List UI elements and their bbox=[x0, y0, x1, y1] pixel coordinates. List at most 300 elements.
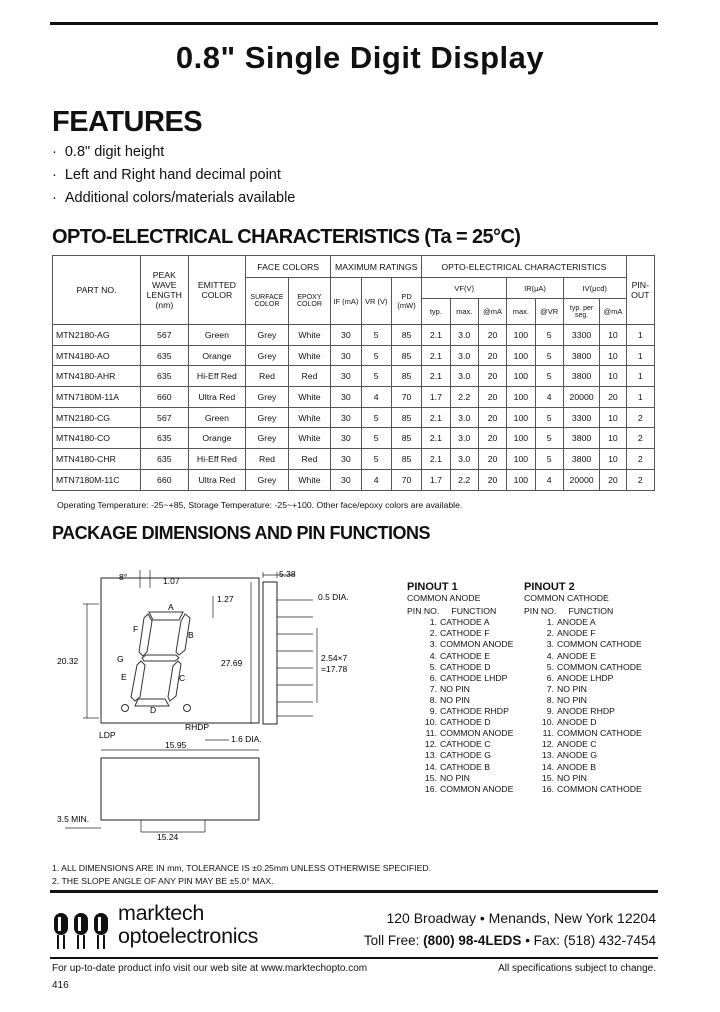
pin-number: 9. bbox=[546, 706, 554, 717]
company-name bbox=[118, 902, 258, 948]
pinout-2 bbox=[524, 582, 642, 795]
pin-no-header: PIN NO. bbox=[524, 606, 557, 617]
pin-function: ANODE D bbox=[557, 717, 597, 728]
pin-function: ANODE F bbox=[557, 628, 596, 639]
table-cell: 30 bbox=[331, 325, 361, 346]
table-cell: 660 bbox=[141, 387, 189, 408]
table-cell: Green bbox=[188, 407, 246, 428]
table-cell: MTN2180-AG bbox=[53, 325, 141, 346]
pin-function: COMMON ANODE bbox=[440, 639, 514, 650]
pin-row bbox=[524, 684, 642, 695]
table-cell: White bbox=[288, 469, 330, 490]
table-cell: Orange bbox=[188, 345, 246, 366]
pin-function: CATHODE A bbox=[440, 617, 490, 628]
table-cell: 85 bbox=[391, 449, 421, 470]
table-cell: 2 bbox=[626, 428, 654, 449]
col-iv-ma: @mA bbox=[600, 299, 626, 325]
seg-label-c: C bbox=[179, 673, 186, 683]
table-cell: Red bbox=[246, 366, 288, 387]
seg-label-a: A bbox=[168, 602, 174, 612]
dim-05-dia: 0.5 DIA. bbox=[318, 592, 349, 602]
pin-function: CATHODE G bbox=[440, 750, 491, 761]
pin-row bbox=[407, 739, 513, 750]
table-cell: 85 bbox=[391, 366, 421, 387]
pin-row bbox=[407, 706, 513, 717]
pin-number: 9. bbox=[429, 706, 437, 717]
table-cell: 5 bbox=[535, 407, 563, 428]
package-heading: PACKAGE DIMENSIONS AND PIN FUNCTIONS bbox=[52, 523, 431, 543]
function-header: FUNCTION bbox=[451, 606, 497, 617]
table-row bbox=[53, 345, 655, 366]
footer-rule bbox=[50, 890, 658, 893]
dim-2032: 20.32 bbox=[57, 656, 79, 666]
table-cell: 2.2 bbox=[450, 469, 478, 490]
table-cell: 30 bbox=[331, 387, 361, 408]
seg-label-f: F bbox=[133, 624, 139, 634]
pin-row bbox=[524, 639, 642, 650]
table-cell: 20 bbox=[478, 325, 506, 346]
pin-row bbox=[407, 673, 513, 684]
table-cell: 1 bbox=[626, 366, 654, 387]
features-list bbox=[52, 141, 295, 210]
table-cell: 3300 bbox=[563, 407, 599, 428]
table-cell: 5 bbox=[361, 428, 391, 449]
table-cell: 10 bbox=[600, 407, 626, 428]
opto-heading: OPTO-ELECTRICAL CHARACTERISTICS (Ta = 25°C) bbox=[52, 226, 521, 248]
table-cell: Hi-Eff Red bbox=[188, 449, 246, 470]
table-cell: 20 bbox=[478, 449, 506, 470]
pin-row bbox=[524, 695, 642, 706]
table-cell: 100 bbox=[507, 449, 535, 470]
table-row bbox=[53, 449, 655, 470]
table-cell: Red bbox=[288, 449, 330, 470]
table-cell: 5 bbox=[535, 325, 563, 346]
pin-row bbox=[524, 739, 642, 750]
col-vf-ma: @mA bbox=[478, 299, 506, 325]
table-cell: 100 bbox=[507, 428, 535, 449]
pin-row bbox=[524, 773, 642, 784]
pin-number: 8. bbox=[429, 694, 437, 705]
company-line1: marktech bbox=[118, 901, 205, 925]
seg-label-b: B bbox=[188, 630, 194, 640]
pin-number: 12. bbox=[541, 739, 554, 750]
pin-function: CATHODE E bbox=[440, 650, 491, 661]
pin-row bbox=[524, 728, 642, 739]
pin-number: 5. bbox=[546, 661, 554, 672]
table-cell: 3.0 bbox=[450, 345, 478, 366]
table-cell: 3800 bbox=[563, 449, 599, 470]
pin-row bbox=[407, 773, 513, 784]
table-cell: 4 bbox=[361, 387, 391, 408]
table-cell: 85 bbox=[391, 407, 421, 428]
table-row bbox=[53, 469, 655, 490]
operating-note: Operating Temperature: -25~+85, Storage Temperature: -25~+100. Other face/epoxy colors are available. bbox=[57, 500, 463, 510]
note-line: 1. ALL DIMENSIONS ARE IN mm, TOLERANCE IS ±0.25mm UNLESS OTHERWISE SPECIFIED. bbox=[52, 863, 432, 873]
table-cell: 100 bbox=[507, 345, 535, 366]
col-epoxy: EPOXY COLOR bbox=[288, 278, 330, 325]
pin-number: 8. bbox=[546, 694, 554, 705]
table-cell: Grey bbox=[246, 325, 288, 346]
table-cell: Grey bbox=[246, 345, 288, 366]
table-cell: 20 bbox=[478, 387, 506, 408]
pinout-1 bbox=[407, 582, 513, 795]
pin-number: 13. bbox=[424, 750, 437, 761]
table-cell: 635 bbox=[141, 428, 189, 449]
table-cell: 5 bbox=[535, 449, 563, 470]
table-cell: 660 bbox=[141, 469, 189, 490]
table-cell: 30 bbox=[331, 366, 361, 387]
pin-function: CATHODE B bbox=[440, 761, 491, 772]
table-row bbox=[53, 428, 655, 449]
pin-number: 15. bbox=[541, 772, 554, 783]
pin-function: ANODE G bbox=[557, 750, 598, 761]
bottom-rule bbox=[50, 957, 658, 959]
table-cell: 2.1 bbox=[422, 345, 450, 366]
table-cell: 3.0 bbox=[450, 428, 478, 449]
pin-row bbox=[407, 695, 513, 706]
side-body bbox=[263, 582, 277, 724]
table-cell: Grey bbox=[246, 469, 288, 490]
function-header: FUNCTION bbox=[568, 606, 614, 617]
pin-function: COMMON ANODE bbox=[440, 783, 514, 794]
pin-row bbox=[407, 617, 513, 628]
table-cell: 10 bbox=[600, 428, 626, 449]
pin-number: 1. bbox=[429, 617, 437, 628]
table-cell: 2 bbox=[626, 407, 654, 428]
table-cell: 20 bbox=[478, 407, 506, 428]
pin-function: ANODE E bbox=[557, 650, 597, 661]
table-cell: 3300 bbox=[563, 325, 599, 346]
table-cell: 10 bbox=[600, 366, 626, 387]
fax-number: • Fax: (518) 432-7454 bbox=[525, 933, 656, 948]
table-row bbox=[53, 325, 655, 346]
pin-row bbox=[524, 673, 642, 684]
top-rule bbox=[50, 22, 658, 25]
pin-function: COMMON ANODE bbox=[440, 728, 514, 739]
table-cell: 1.7 bbox=[422, 469, 450, 490]
table-cell: 5 bbox=[535, 345, 563, 366]
pin-row bbox=[524, 706, 642, 717]
pin-function: CATHODE RHDP bbox=[440, 706, 509, 717]
spec-table-body bbox=[53, 325, 655, 491]
pin-number: 2. bbox=[546, 628, 554, 639]
pin-number: 6. bbox=[429, 672, 437, 683]
pin-number: 5. bbox=[429, 661, 437, 672]
table-cell: 2.1 bbox=[422, 449, 450, 470]
dim-2769: 27.69 bbox=[221, 658, 243, 668]
table-cell: 5 bbox=[361, 325, 391, 346]
table-cell: 5 bbox=[535, 366, 563, 387]
pinout-2-header bbox=[524, 606, 642, 617]
company-phone bbox=[364, 933, 656, 948]
pin-number: 13. bbox=[541, 750, 554, 761]
segment-a bbox=[149, 612, 183, 620]
rhdp-dot bbox=[184, 705, 191, 712]
marktech-logo-icon bbox=[52, 903, 112, 951]
pin-number: 3. bbox=[546, 639, 554, 650]
col-ir-max: max. bbox=[507, 299, 535, 325]
table-cell: 20 bbox=[600, 387, 626, 408]
pin-function: NO PIN bbox=[440, 683, 470, 694]
table-row bbox=[53, 387, 655, 408]
pin-row bbox=[407, 628, 513, 639]
pin-row bbox=[524, 717, 642, 728]
dim-1778: =17.78 bbox=[321, 664, 348, 674]
ldp-dot bbox=[122, 705, 129, 712]
dim-127: 1.27 bbox=[217, 594, 234, 604]
pin-function: ANODE RHDP bbox=[557, 706, 615, 717]
pin-function: ANODE LHDP bbox=[557, 672, 614, 683]
table-cell: MTN7180M-11C bbox=[53, 469, 141, 490]
table-cell: 567 bbox=[141, 325, 189, 346]
page-title: 0.8" Single Digit Display bbox=[175, 40, 545, 75]
col-iv-typ: typ. per seg. bbox=[563, 299, 599, 325]
table-cell: 635 bbox=[141, 449, 189, 470]
table-cell: Red bbox=[246, 449, 288, 470]
table-cell: 5 bbox=[535, 428, 563, 449]
col-emitted: EMITTED COLOR bbox=[188, 256, 246, 325]
table-cell: 4 bbox=[361, 469, 391, 490]
table-cell: MTN4180-CHR bbox=[53, 449, 141, 470]
table-cell: 20 bbox=[478, 345, 506, 366]
table-cell: 567 bbox=[141, 407, 189, 428]
company-line2: optoelectronics bbox=[118, 924, 259, 948]
package-diagram bbox=[55, 568, 405, 843]
table-cell: 30 bbox=[331, 407, 361, 428]
table-cell: MTN4180-CO bbox=[53, 428, 141, 449]
col-vf: VF(V) bbox=[422, 278, 507, 299]
body-outline bbox=[101, 578, 259, 723]
pinout-2-list bbox=[524, 617, 642, 795]
table-cell: 4 bbox=[535, 387, 563, 408]
col-iv: IV(μcd) bbox=[563, 278, 626, 299]
table-cell: White bbox=[288, 407, 330, 428]
pin-function: ANODE A bbox=[557, 617, 596, 628]
toll-label: Toll Free: bbox=[363, 933, 420, 948]
pin-row bbox=[407, 684, 513, 695]
col-surface: SURFACE COLOR bbox=[246, 278, 288, 325]
table-cell: 3.0 bbox=[450, 407, 478, 428]
pin-row bbox=[407, 639, 513, 650]
table-cell: 3800 bbox=[563, 428, 599, 449]
col-opto-char: OPTO-ELECTRICAL CHARACTERISTICS bbox=[422, 256, 626, 278]
table-cell: 20 bbox=[478, 428, 506, 449]
table-cell: 2 bbox=[626, 449, 654, 470]
table-cell: 2.1 bbox=[422, 325, 450, 346]
pin-number: 6. bbox=[546, 672, 554, 683]
table-cell: 30 bbox=[331, 469, 361, 490]
table-cell: Grey bbox=[246, 428, 288, 449]
pin-function: ANODE B bbox=[557, 761, 597, 772]
table-cell: Grey bbox=[246, 407, 288, 428]
pin-function: COMMON CATHODE bbox=[557, 639, 642, 650]
pin-number: 11. bbox=[425, 728, 437, 739]
table-cell: 10 bbox=[600, 449, 626, 470]
table-cell: 10 bbox=[600, 345, 626, 366]
table-cell: White bbox=[288, 345, 330, 366]
table-cell: 5 bbox=[361, 449, 391, 470]
table-cell: 20 bbox=[600, 469, 626, 490]
dim-angle: 8° bbox=[119, 572, 128, 582]
table-cell: 5 bbox=[361, 345, 391, 366]
dim-16-dia: 1.6 DIA. bbox=[231, 734, 262, 744]
pin-function: CATHODE LHDP bbox=[440, 672, 508, 683]
table-cell: 10 bbox=[600, 325, 626, 346]
dim-1524: 15.24 bbox=[157, 832, 179, 842]
table-cell: 2.2 bbox=[450, 387, 478, 408]
table-cell: 30 bbox=[331, 449, 361, 470]
table-cell: MTN7180M-11A bbox=[53, 387, 141, 408]
col-face-colors: FACE COLORS bbox=[246, 256, 331, 278]
table-cell: 2.1 bbox=[422, 428, 450, 449]
table-cell: 30 bbox=[331, 345, 361, 366]
pin-function: NO PIN bbox=[440, 694, 470, 705]
pin-row bbox=[524, 651, 642, 662]
col-vf-max: max. bbox=[450, 299, 478, 325]
pin-function: NO PIN bbox=[557, 683, 587, 694]
segment-e bbox=[131, 661, 145, 701]
pin-number: 10. bbox=[424, 717, 437, 728]
pin-row bbox=[524, 617, 642, 628]
table-cell: 3.0 bbox=[450, 449, 478, 470]
seg-label-g: G bbox=[117, 654, 124, 664]
pinout-1-list bbox=[407, 617, 513, 795]
table-row bbox=[53, 407, 655, 428]
pin-function: COMMON CATHODE bbox=[557, 661, 642, 672]
col-ir: IR(μA) bbox=[507, 278, 564, 299]
pin-number: 12. bbox=[424, 739, 437, 750]
pin-function: CATHODE D bbox=[440, 717, 491, 728]
table-cell: 5 bbox=[361, 366, 391, 387]
table-cell: MTN4180-AHR bbox=[53, 366, 141, 387]
note-line: 2. THE SLOPE ANGLE OF ANY PIN MAY BE ±5.0° MAX. bbox=[52, 875, 274, 886]
pin-number: 1. bbox=[546, 617, 554, 628]
table-cell: 70 bbox=[391, 469, 421, 490]
features-heading: FEATURES bbox=[52, 106, 203, 138]
pin-row bbox=[524, 628, 642, 639]
seg-label-d: D bbox=[150, 705, 157, 715]
table-cell: 20000 bbox=[563, 469, 599, 490]
toll-number: (800) 98-4LEDS bbox=[423, 933, 522, 948]
spec-table bbox=[52, 255, 655, 491]
pin-function: COMMON CATHODE bbox=[557, 783, 642, 794]
table-cell: 3800 bbox=[563, 345, 599, 366]
pin-function: CATHODE F bbox=[440, 628, 490, 639]
table-cell: 3.0 bbox=[450, 325, 478, 346]
pin-number: 16. bbox=[541, 783, 554, 794]
pin-number: 15. bbox=[424, 772, 437, 783]
table-cell: Orange bbox=[188, 428, 246, 449]
pinout-1-header bbox=[407, 606, 513, 617]
table-cell: 20 bbox=[478, 366, 506, 387]
table-cell: 70 bbox=[391, 387, 421, 408]
table-cell: 2.1 bbox=[422, 407, 450, 428]
pin-number: 11. bbox=[542, 728, 554, 739]
pin-row bbox=[407, 662, 513, 673]
table-cell: 85 bbox=[391, 428, 421, 449]
table-cell: 20000 bbox=[563, 387, 599, 408]
company-address: 120 Broadway • Menands, New York 12204 bbox=[386, 910, 656, 926]
seg-label-e: E bbox=[121, 672, 127, 682]
dim-35-min: 3.5 MIN. bbox=[57, 814, 90, 824]
table-cell: 2 bbox=[626, 469, 654, 490]
pin-number: 14. bbox=[424, 761, 437, 772]
website-note: For up-to-date product info visit our web site at www.marktechopto.com bbox=[52, 963, 368, 974]
pin-number: 2. bbox=[429, 628, 437, 639]
table-cell: MTN2180-CG bbox=[53, 407, 141, 428]
pin-function: COMMON CATHODE bbox=[557, 728, 642, 739]
table-cell: 20 bbox=[478, 469, 506, 490]
feature-item: · Left and Right hand decimal point bbox=[52, 164, 295, 187]
ldp-label: LDP bbox=[99, 730, 116, 740]
table-cell: 1 bbox=[626, 325, 654, 346]
pin-row bbox=[407, 717, 513, 728]
pin-row bbox=[524, 750, 642, 761]
pinout-2-type: COMMON CATHODE bbox=[524, 593, 609, 604]
table-cell: 30 bbox=[331, 428, 361, 449]
pin-number: 16. bbox=[424, 783, 437, 794]
pin-number: 14. bbox=[541, 761, 554, 772]
table-cell: 100 bbox=[507, 469, 535, 490]
pinout-1-title: PINOUT 1 bbox=[407, 581, 458, 593]
dimension-notes bbox=[52, 862, 431, 887]
table-cell: 1.7 bbox=[422, 387, 450, 408]
table-cell: Ultra Red bbox=[188, 387, 246, 408]
table-cell: 100 bbox=[507, 387, 535, 408]
pinout-1-type: COMMON ANODE bbox=[407, 593, 481, 604]
col-pin-out: PIN-OUT bbox=[626, 256, 654, 325]
pin-function: NO PIN bbox=[557, 694, 587, 705]
table-cell: White bbox=[288, 428, 330, 449]
dim-538: 5.38 bbox=[279, 569, 296, 579]
pin-row bbox=[407, 784, 513, 795]
pin-row bbox=[407, 728, 513, 739]
table-cell: Grey bbox=[246, 387, 288, 408]
table-cell: 100 bbox=[507, 366, 535, 387]
table-row bbox=[53, 366, 655, 387]
pin-number: 7. bbox=[429, 683, 437, 694]
table-cell: 2.1 bbox=[422, 366, 450, 387]
segment-g bbox=[142, 655, 179, 661]
table-cell: MTN4180-AO bbox=[53, 345, 141, 366]
rhdp-label: RHDP bbox=[185, 722, 210, 732]
dim-1595: 15.95 bbox=[165, 740, 187, 750]
col-if: IF (mA) bbox=[331, 278, 361, 325]
pin-function: ANODE C bbox=[557, 739, 597, 750]
pin-row bbox=[407, 750, 513, 761]
table-cell: 5 bbox=[361, 407, 391, 428]
table-cell: Red bbox=[288, 366, 330, 387]
pin-number: 3. bbox=[429, 639, 437, 650]
col-max-ratings: MAXIMUM RATINGS bbox=[331, 256, 422, 278]
spec-change-note: All specifications subject to change. bbox=[498, 963, 656, 974]
col-ir-vr: @VR bbox=[535, 299, 563, 325]
feature-item: · 0.8" digit height bbox=[52, 141, 295, 164]
table-cell: 635 bbox=[141, 366, 189, 387]
pin-function: CATHODE C bbox=[440, 739, 491, 750]
pin-row bbox=[524, 762, 642, 773]
pin-number: 10. bbox=[541, 717, 554, 728]
pin-number: 4. bbox=[546, 650, 554, 661]
table-cell: 100 bbox=[507, 407, 535, 428]
dim-254: 2.54×7 bbox=[321, 653, 348, 663]
col-vf-typ: typ. bbox=[422, 299, 450, 325]
pin-function: CATHODE D bbox=[440, 661, 491, 672]
table-cell: 3.0 bbox=[450, 366, 478, 387]
pin-function: NO PIN bbox=[557, 772, 587, 783]
table-cell: 3800 bbox=[563, 366, 599, 387]
pin-number: 7. bbox=[546, 683, 554, 694]
